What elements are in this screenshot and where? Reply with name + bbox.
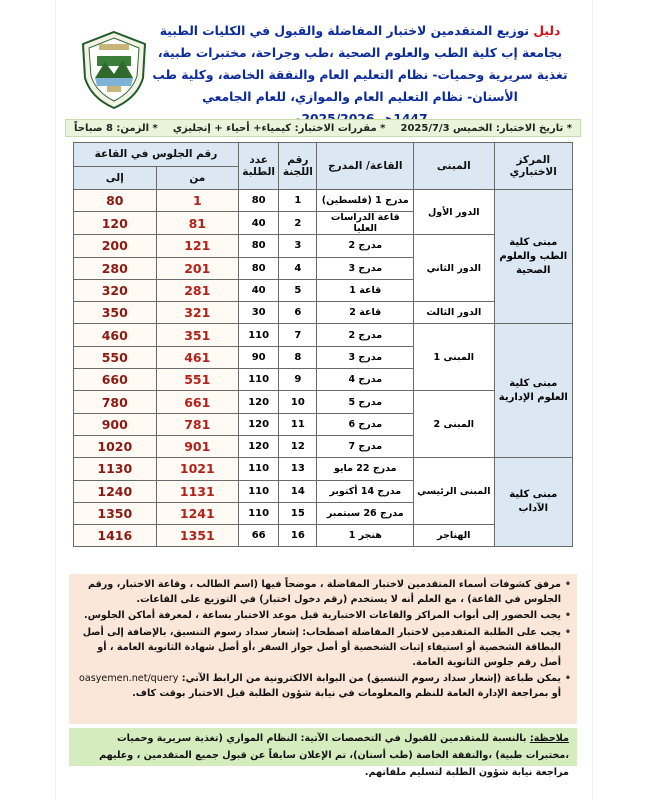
hall-cell: هنجر 1 — [317, 525, 414, 547]
count-cell: 110 — [239, 502, 279, 524]
seat-to-cell: 1416 — [74, 525, 157, 547]
note-text: أو بمراجعة الإدارة العامة للنظم والمعلومات في نيابة شؤون الطلبة قبل الاختبار بوقت كاف. — [132, 688, 561, 700]
count-cell: 66 — [239, 525, 279, 547]
document-page — [65, 14, 581, 778]
header-committee: رقم اللجنة — [279, 143, 317, 190]
title-text: توزيع المتقدمين لاختبار المفاضلة والقبول في الكليات الطبية بجامعة إب كلية الطب والعلوم الصحية ،طب وجراحة، مختبرات طبية، تغذية سريرية وحميات- نظام التعليم العام والنفقة الخاصة، وكلية طب الأسنان- نظام التعليم العام والموازي، للعام الجامعي — [152, 24, 568, 104]
committee-cell: 15 — [279, 502, 317, 524]
seat-from-cell: 321 — [156, 302, 238, 324]
count-cell: 110 — [239, 324, 279, 346]
exam-info-bar — [65, 119, 581, 137]
count-cell: 80 — [239, 235, 279, 257]
query-link[interactable]: oasyemen.net/query — [79, 673, 179, 685]
count-cell: 90 — [239, 346, 279, 368]
center-cell: مبنى كلية الآداب — [494, 458, 572, 547]
hall-cell: قاعة 2 — [317, 302, 414, 324]
hall-cell: مدرج 22 مايو — [317, 458, 414, 480]
header-center: المركز الاختباري — [494, 143, 572, 190]
hall-cell: مدرج 2 — [317, 235, 414, 257]
committee-cell: 13 — [279, 458, 317, 480]
committee-cell: 11 — [279, 413, 317, 435]
seat-to-cell: 1130 — [74, 458, 157, 480]
seat-from-cell: 661 — [156, 391, 238, 413]
seat-to-cell: 460 — [74, 324, 157, 346]
hall-cell: مدرج 1 (فلسطين) — [317, 190, 414, 212]
seat-from-cell: 81 — [156, 212, 238, 235]
seat-from-cell: 781 — [156, 413, 238, 435]
note-item — [75, 671, 571, 701]
seating-table — [73, 142, 573, 547]
hall-cell: قاعة 1 — [317, 279, 414, 301]
count-cell: 80 — [239, 190, 279, 212]
document-header — [75, 20, 571, 115]
hall-cell: مدرج 7 — [317, 435, 414, 457]
table-row — [74, 324, 573, 346]
seat-to-cell: 660 — [74, 369, 157, 391]
seat-to-cell: 1020 — [74, 435, 157, 457]
seat-to-cell: 120 — [74, 212, 157, 235]
hall-cell: قاعة الدراسات العليا — [317, 212, 414, 235]
note-item: • يجب على الطلبة المتقدمين لاختبار المفاضلة اصطحاب: إشعار سداد رسوم التنسيق، بالإضافة إلى أصل البطاقة الشخصية أو استيفاء إثبات الشخصية أو أصل جواز السفر ،أو أصل شهادة الثانوية العامة ، أو أصل رقم جلوس الثانوية العامة. — [75, 625, 571, 671]
committee-cell: 10 — [279, 391, 317, 413]
count-cell: 40 — [239, 279, 279, 301]
count-cell: 110 — [239, 480, 279, 502]
footer-label: ملاحظة: — [529, 733, 569, 744]
committee-cell: 8 — [279, 346, 317, 368]
count-cell: 30 — [239, 302, 279, 324]
seat-from-cell: 551 — [156, 369, 238, 391]
committee-cell: 1 — [279, 190, 317, 212]
header-to: إلى — [74, 166, 157, 190]
hall-cell: مدرج 5 — [317, 391, 414, 413]
count-cell: 40 — [239, 212, 279, 235]
committee-cell: 3 — [279, 235, 317, 257]
table-header-row — [74, 143, 573, 167]
hall-cell: مدرج 26 سبتمبر — [317, 502, 414, 524]
seat-to-cell: 350 — [74, 302, 157, 324]
center-cell: مبنى كلية العلوم الإدارية — [494, 324, 572, 458]
committee-cell: 5 — [279, 279, 317, 301]
title-lead: دليل — [533, 24, 561, 38]
exam-date: * تاريخ الاختبار: الخميس 2025/7/3 — [400, 122, 572, 134]
count-cell: 120 — [239, 435, 279, 457]
building-cell: المبنى 1 — [414, 324, 494, 391]
note-item: • يجب الحضور إلى أبواب المراكز والقاعات الاختبارية قبل موعد الاختبار بساعة ، لمعرفة أماكن الجلوس. — [75, 608, 571, 623]
exam-subjects: * مقررات الاختبار: كيمياء+ أحياء + إنجليزي — [172, 122, 386, 134]
seat-to-cell: 900 — [74, 413, 157, 435]
committee-cell: 16 — [279, 525, 317, 547]
center-cell: مبنى كلية الطب والعلوم الصحية — [494, 190, 572, 324]
header-seat: رقم الجلوس في القاعة — [74, 143, 239, 167]
header-building: المبنى — [414, 143, 494, 190]
committee-cell: 6 — [279, 302, 317, 324]
committee-cell: 12 — [279, 435, 317, 457]
seat-from-cell: 1131 — [156, 480, 238, 502]
university-seal-icon — [77, 30, 151, 110]
seat-to-cell: 550 — [74, 346, 157, 368]
committee-cell: 4 — [279, 257, 317, 279]
seat-from-cell: 901 — [156, 435, 238, 457]
seat-to-cell: 280 — [74, 257, 157, 279]
document-title — [149, 20, 571, 130]
hall-cell: مدرج 14 أكتوبر — [317, 480, 414, 502]
notes-box — [69, 574, 577, 724]
seat-to-cell: 1350 — [74, 502, 157, 524]
seat-to-cell: 80 — [74, 190, 157, 212]
seat-from-cell: 1241 — [156, 502, 238, 524]
building-cell: المبنى الرئيسي — [414, 458, 494, 525]
count-cell: 110 — [239, 369, 279, 391]
seat-from-cell: 281 — [156, 279, 238, 301]
building-cell: الهناجر — [414, 525, 494, 547]
count-cell: 120 — [239, 413, 279, 435]
seat-to-cell: 320 — [74, 279, 157, 301]
count-cell: 80 — [239, 257, 279, 279]
exam-time: * الزمن: 8 صباحاً — [74, 122, 158, 134]
header-hall: القاعة/ المدرج — [317, 143, 414, 190]
seat-from-cell: 1021 — [156, 458, 238, 480]
header-count: عدد الطلبة — [239, 143, 279, 190]
footer-note — [69, 728, 577, 778]
committee-cell: 2 — [279, 212, 317, 235]
table-row — [74, 190, 573, 212]
seat-from-cell: 121 — [156, 235, 238, 257]
hall-cell: مدرج 3 — [317, 346, 414, 368]
hall-cell: مدرج 6 — [317, 413, 414, 435]
building-cell: الدور الثالث — [414, 302, 494, 324]
note-text: يمكن طباعة (إشعار سداد رسوم التنسيق) من البوابة الالكترونية من الرابط الآتي: — [181, 673, 561, 685]
hall-cell: مدرج 4 — [317, 369, 414, 391]
table-row — [74, 458, 573, 480]
footer-text: بالنسبة للمتقدمين للقبول في التخصصات الآتية: النظام الموازي (تغذية سريرية وحميات ،مختبرات طبية) ،والنفقة الخاصة (طب أسنان)، تم الإعلان سابقاً عن قبول جميع المتقدمين ، وعليهم مراجعة نيابة شؤون الطلبة لتسليم ملفاتهم. — [99, 733, 569, 778]
seat-from-cell: 461 — [156, 346, 238, 368]
count-cell: 120 — [239, 391, 279, 413]
seat-from-cell: 351 — [156, 324, 238, 346]
seat-from-cell: 201 — [156, 257, 238, 279]
header-from: من — [156, 166, 238, 190]
committee-cell: 7 — [279, 324, 317, 346]
building-cell: الدور الثاني — [414, 235, 494, 302]
seat-to-cell: 780 — [74, 391, 157, 413]
hall-cell: مدرج 2 — [317, 324, 414, 346]
count-cell: 110 — [239, 458, 279, 480]
committee-cell: 9 — [279, 369, 317, 391]
committee-cell: 14 — [279, 480, 317, 502]
hall-cell: مدرج 3 — [317, 257, 414, 279]
building-cell: المبنى 2 — [414, 391, 494, 458]
seat-from-cell: 1 — [156, 190, 238, 212]
seat-to-cell: 1240 — [74, 480, 157, 502]
seat-to-cell: 200 — [74, 235, 157, 257]
seat-from-cell: 1351 — [156, 525, 238, 547]
note-item: • مرفق كشوفات أسماء المتقدمين لاختبار المفاضلة ، موضحاً فيها (اسم الطالب ، وقاعة الاختبار، ورقم الجلوس في القاعة) ، مع العلم أنه لا يستخدم (رقم دخول اختبار) في التوزيع على القاعات. — [75, 577, 571, 607]
building-cell: الدور الأول — [414, 190, 494, 235]
